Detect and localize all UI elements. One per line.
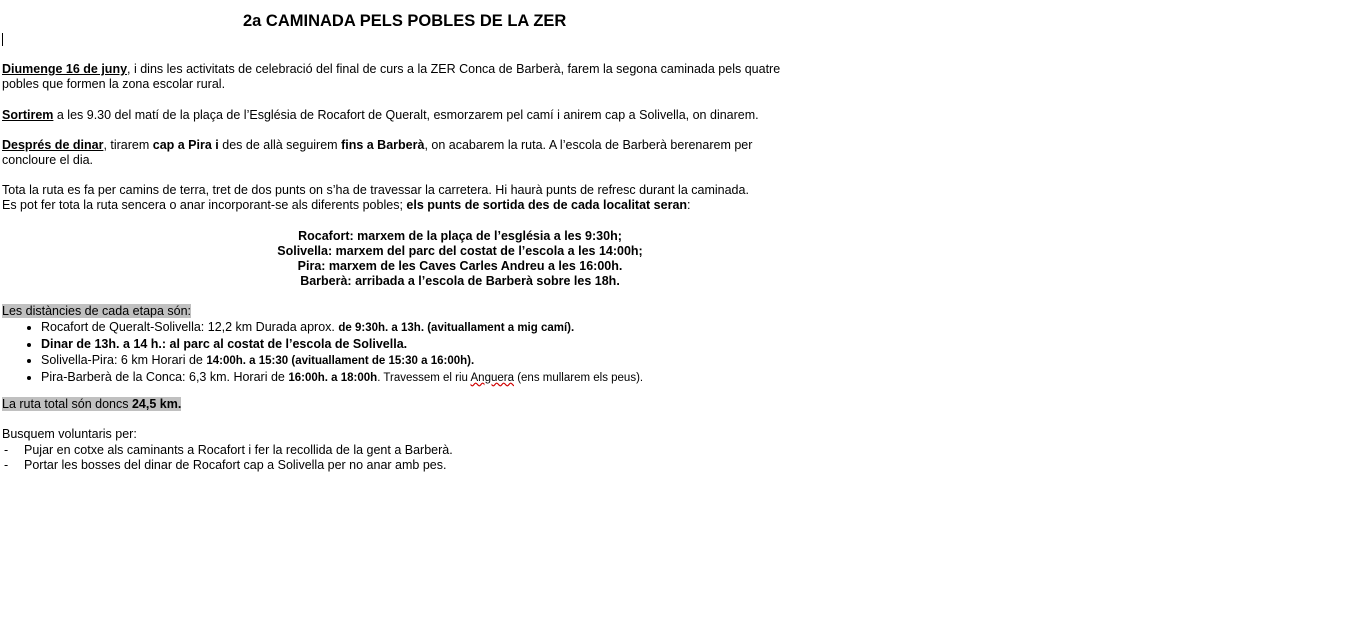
intro-line1: , i dins les activitats de celebració del final de curs a la ZER Conca de Barberà, farem la segona caminada pels quatre [127,62,781,76]
after-lunch-text3: , on acabarem la ruta. A l’escola de Barberà berenarem per [424,138,753,152]
departure-point-pira: Pira: marxem de les Caves Carles Andreu a les 16:00h. [297,259,623,273]
list-item [4,458,446,473]
stage3-bold: 14:00h. a 15:30 (avituallament de 15:30 a 16:00h). [206,355,475,367]
stage4-small2: (ens mullarem els peus). [514,372,644,384]
after-lunch-bold1: cap a Pira i [152,138,219,152]
stage1-bold: de 9:30h. a 13h. (avituallament a mig camí). [338,322,575,334]
departure-point-solivella: Solivella: marxem del parc del costat de l’escola a les 14:00h; [277,244,643,258]
after-lunch-bold2: fins a Barberà [341,138,425,152]
volunteers-heading: Busquem voluntaris per: [2,427,137,441]
after-lunch-lead: Després de dinar [2,138,104,152]
stage4-spellcheck-word: Anguera [470,372,514,384]
route-info-line2-bold: els punts de sortida des de cada localitat seran [406,198,688,212]
total-distance [2,397,181,412]
total-distance-value: 24,5 km. [131,397,182,411]
intro-line2: pobles que formen la zona escolar rural. [2,77,226,91]
stage4-text: Pira-Barberà de la Conca: 6,3 km. Horari de [41,370,289,384]
departure-point-barbera: Barberà: arribada a l’escola de Barberà sobre les 18h. [300,274,620,288]
stages-heading-text: Les distàncies de cada etapa són: [2,304,192,318]
text-cursor [2,33,3,46]
stages-list [2,319,643,386]
after-lunch-text1: , tirarem [103,138,153,152]
after-lunch-line2: concloure el dia. [2,153,94,167]
stage4-small1: . Travessem el riu [377,372,471,384]
document-title: 2a CAMINADA PELS POBLES DE LA ZER [243,12,567,30]
route-info-line2-end: : [687,198,691,212]
paragraph-route-info [2,183,749,213]
route-info-line1: Tota la ruta es fa per camins de terra, tret de dos punts on s’ha de travessar la carretera. Hi haurà punts de refresc durant la caminada. [2,183,749,197]
intro-date: Diumenge 16 de juny [2,62,128,76]
list-item [41,352,643,369]
paragraph-after-lunch [2,138,752,168]
paragraph-departure [2,108,759,123]
volunteer-item-2: Portar les bosses del dinar de Rocafort cap a Solivella per no anar amb pes. [24,458,447,472]
list-item [41,369,643,386]
list-item [41,336,643,352]
volunteer-item-1: Pujar en cotxe als caminants a Rocafort i fer la recollida de la gent a Barberà. [24,443,453,457]
list-item [41,319,643,336]
list-item [4,443,453,458]
departure-lead: Sortirem [2,108,54,122]
dash-marker: - [4,458,9,472]
after-lunch-text2: des de allà seguirem [218,138,342,152]
departure-text: a les 9.30 del matí de la plaça de l’Església de Rocafort de Queralt, esmorzarem pel camí i anirem cap a Solivella, on dinarem. [53,108,759,122]
departure-point-rocafort: Rocafort: marxem de la plaça de l’església a les 9:30h; [298,229,622,243]
total-distance-text: La ruta total són doncs [2,397,132,411]
stage1-text: Rocafort de Queralt-Solivella: 12,2 km Durada aprox. [41,320,339,334]
dash-marker: - [4,443,9,457]
paragraph-intro [2,62,780,92]
route-info-line2-start: Es pot fer tota la ruta sencera o anar incorporant-se als diferents pobles; [2,198,407,212]
stage2-bold: Dinar de 13h. a 14 h.: al parc al costat de l’escola de Solivella. [41,337,408,351]
total-distance-highlight [2,397,181,411]
stage4-bold: 16:00h. a 18:00h [288,372,378,384]
stages-heading [2,304,191,319]
stage3-text: Solivella-Pira: 6 km Horari de [41,353,207,367]
